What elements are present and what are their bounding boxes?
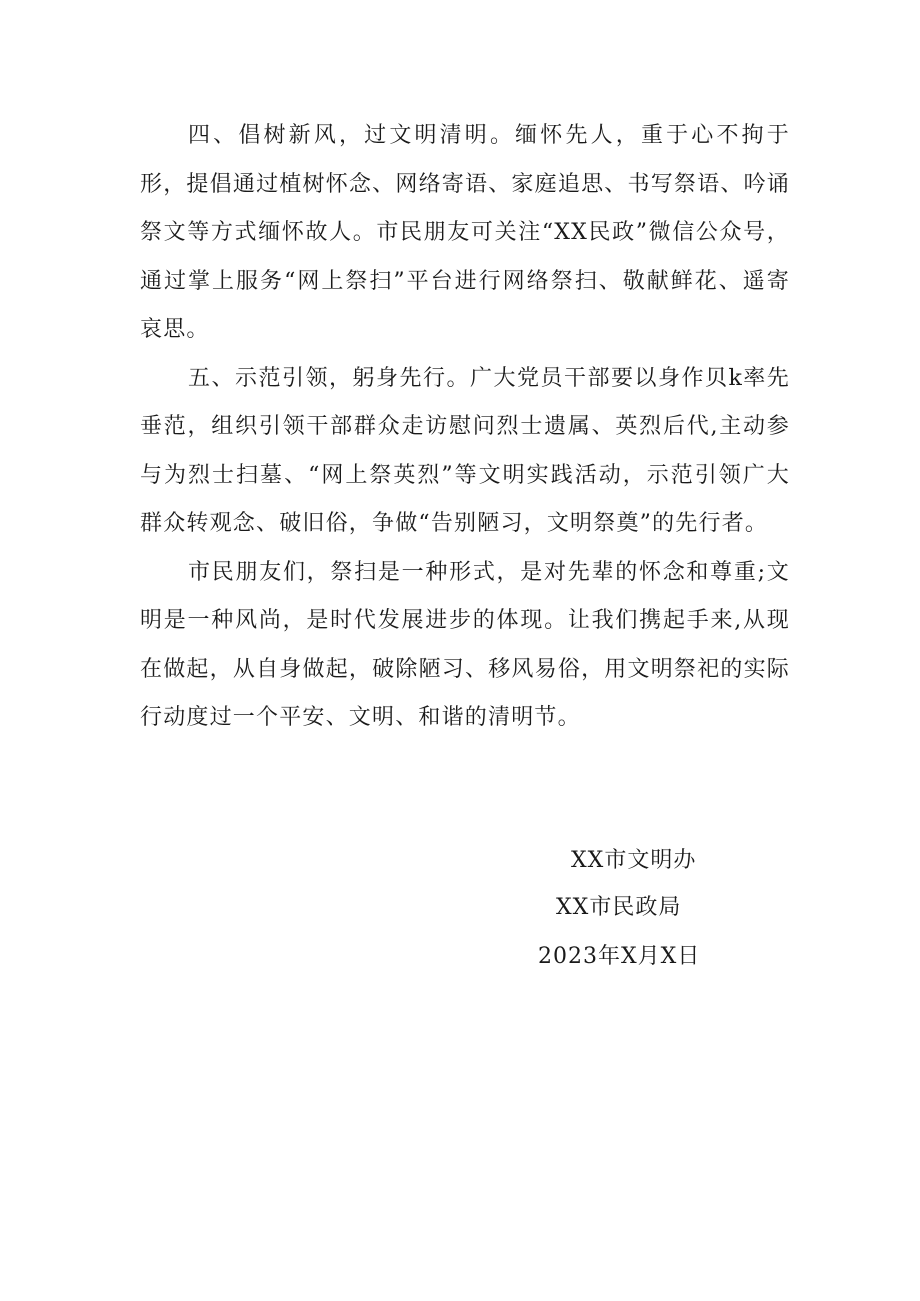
signature-date: 2023年X月X日 — [538, 944, 701, 969]
signature-org-civil-affairs-bureau: XX市民政局 — [556, 895, 682, 920]
document-body — [140, 112, 790, 743]
signature-org-civilization-office: XX市文明办 — [571, 848, 697, 873]
paragraph-five: 五、示范引领，躬身先行。广大党员干部要以身作贝k率先垂范，组织引领干部群众走访慰问烈士遗属、英烈后代,主动参与为烈士扫墓、“网上祭英烈”等文明实践活动，示范引领广大群众转观念、破旧俗，争做“告别陋习，文明祭奠”的先行者。 — [140, 365, 790, 536]
paragraph-four: 四、倡树新风，过文明清明。缅怀先人，重于心不拘于形，提倡通过植树怀念、网络寄语、家庭追思、书写祭语、吟诵祭文等方式缅怀故人。市民朋友可关注“XX民政”微信公众号，通过掌上服务“网上祭扫”平台进行网络祭扫、敬献鲜花、遥寄哀思。 — [140, 123, 790, 342]
closing-paragraph: 市民朋友们，祭扫是一种形式，是对先辈的怀念和尊重;文明是一种风尚，是时代发展进步的体现。让我们携起手来,从现在做起，从自身做起，破除陋习、移风易俗，用文明祭祀的实际行动度过一个平安、文明、和谐的清明节。 — [140, 559, 790, 730]
